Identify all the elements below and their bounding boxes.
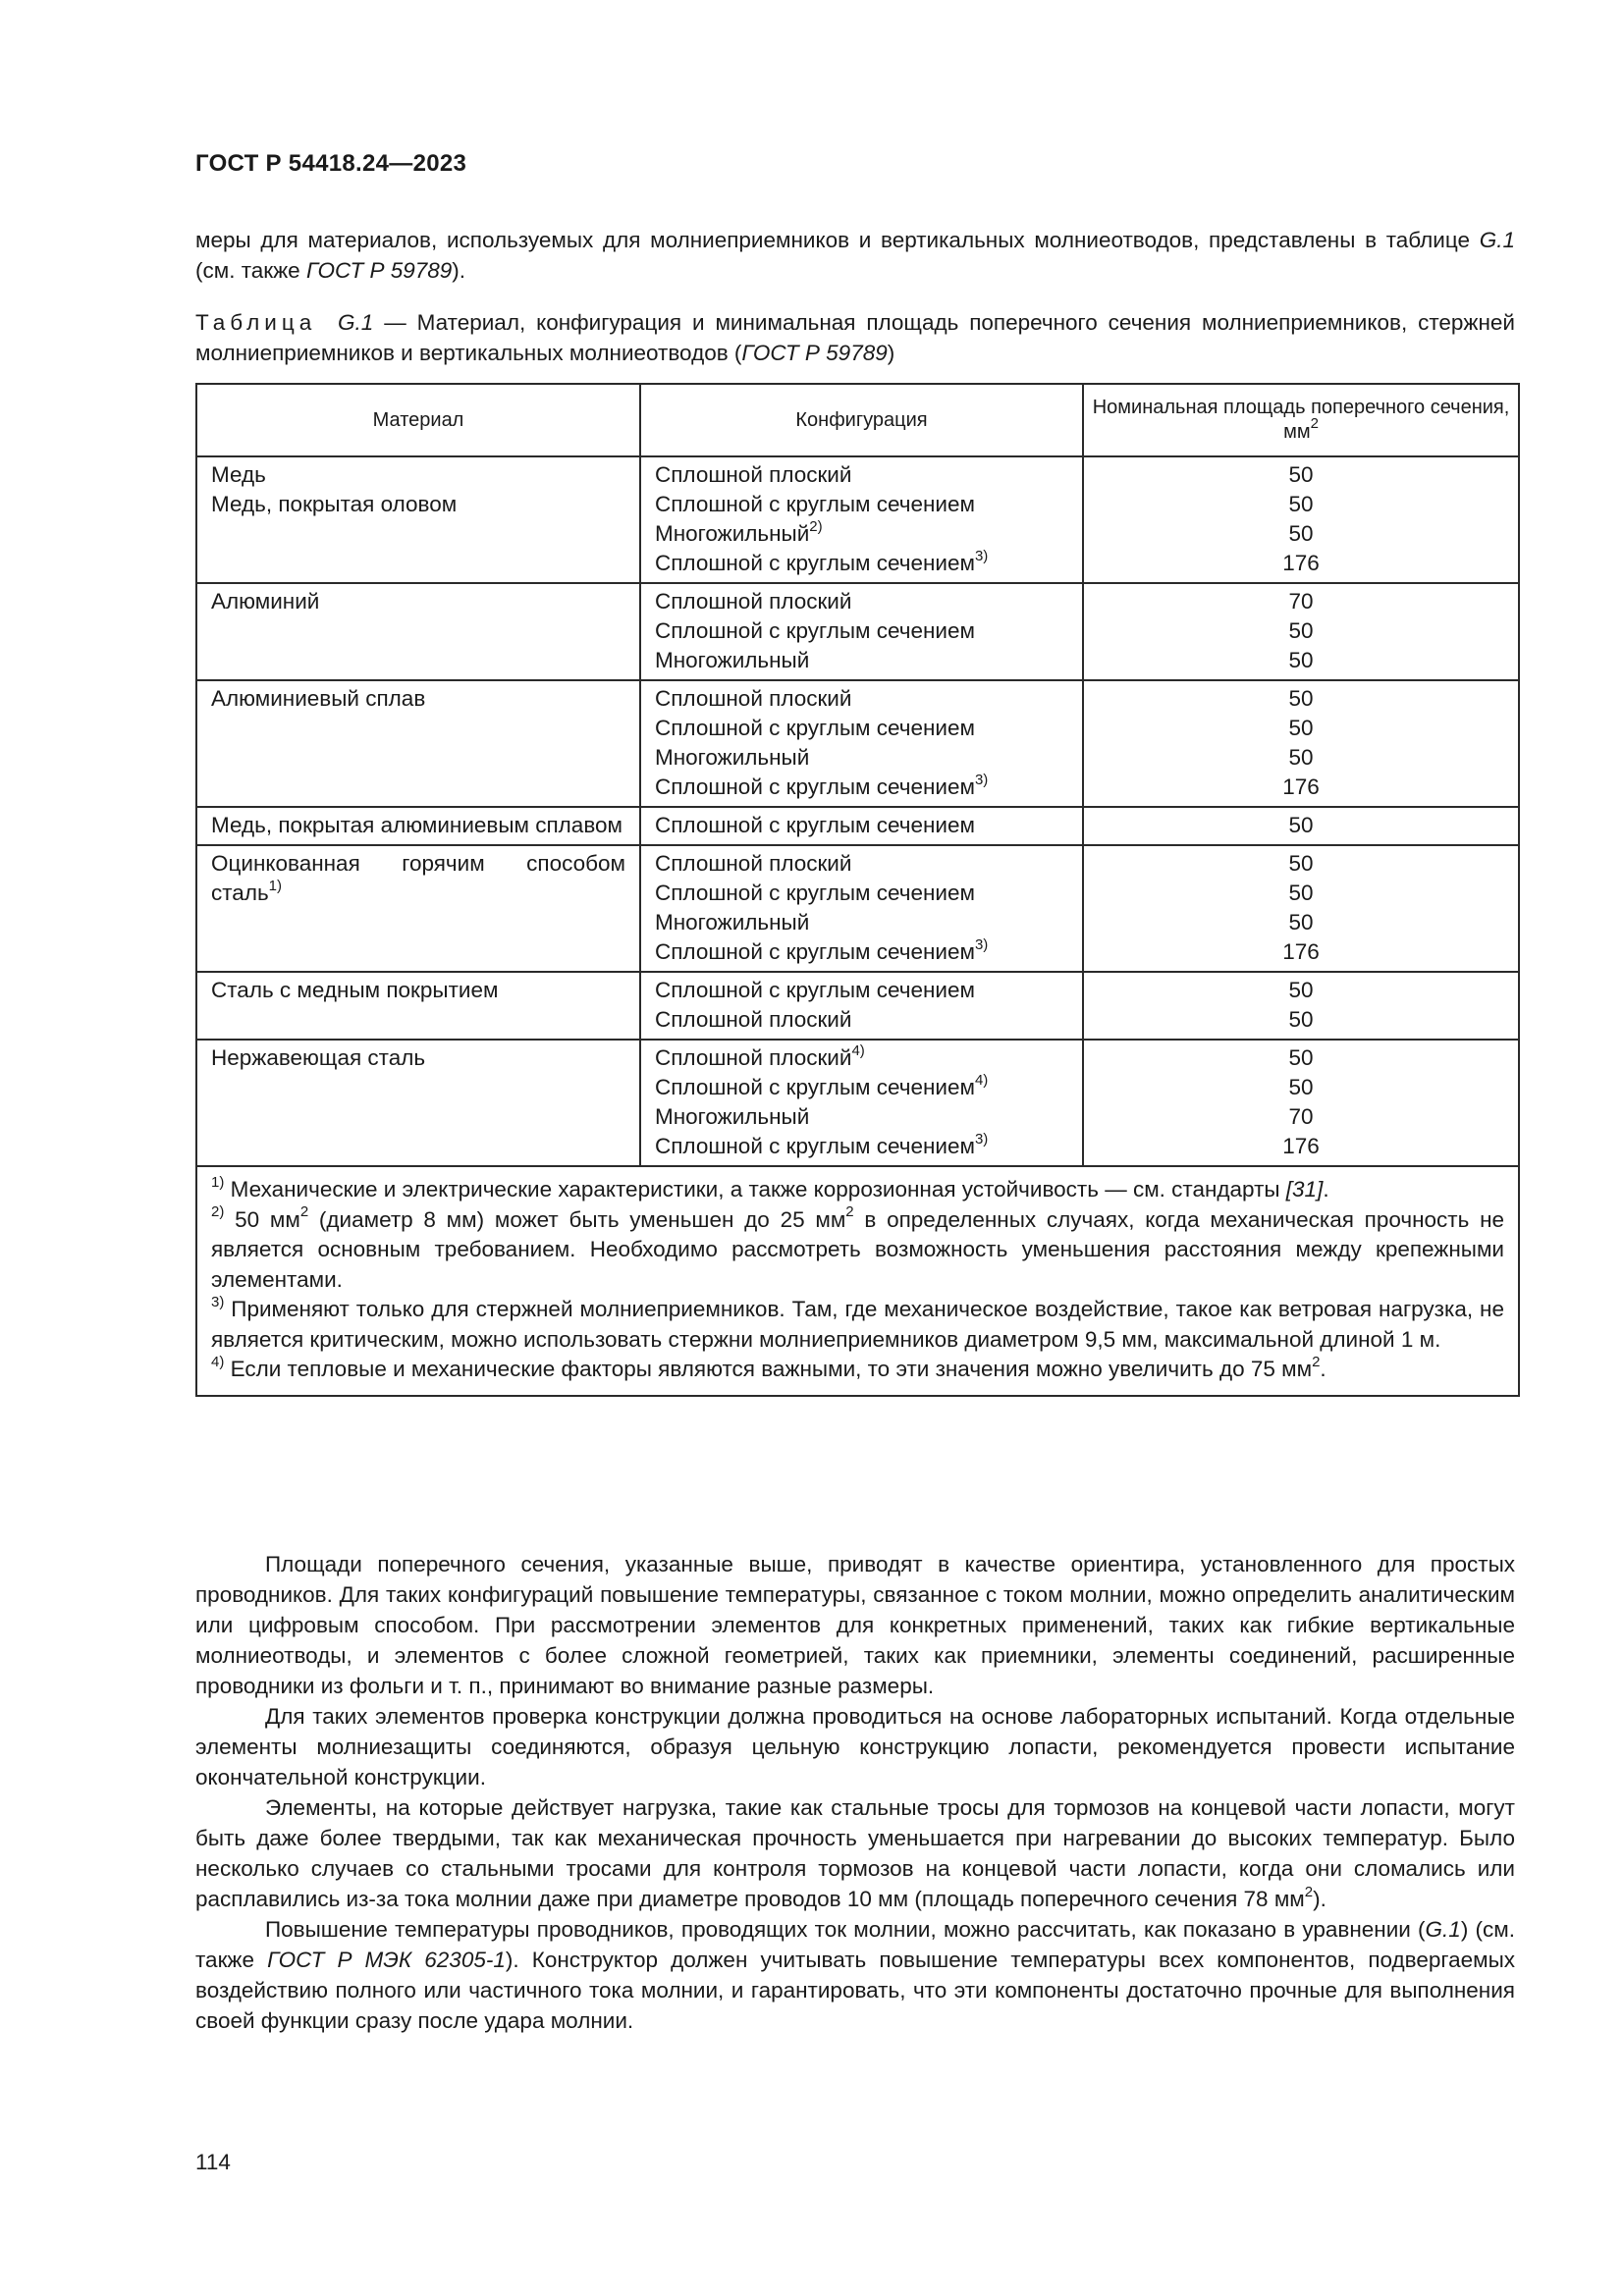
configuration-text: Многожильный [655, 648, 810, 672]
configuration-text: Многожильный [655, 1104, 810, 1129]
configuration-item [655, 773, 1068, 802]
configuration-footnote-mark: 3) [974, 771, 989, 788]
cell-configuration [640, 845, 1083, 972]
configuration-text: Многожильный [655, 745, 810, 770]
configuration-item [655, 1073, 1068, 1102]
configuration-item [655, 684, 1068, 714]
intro-text: меры для материалов, используемых для молниеприемников и вертикальных молниеотводов, представлены в таблице [195, 228, 1480, 252]
body-paragraph-2: Для таких элементов проверка конструкции должна проводиться на основе лабораторных испытаний. Когда отдельные элементы молниезащиты соединяются, образуя цельную конструкцию лопасти, рекомендуется провести испытание окончательной конструкции. [195, 1704, 1515, 1789]
table-caption [195, 307, 1515, 368]
page-number: 114 [195, 2150, 231, 2174]
configuration-footnote-mark: 3) [974, 935, 989, 953]
note-mark: 4) [211, 1353, 225, 1370]
material-name: Нержавеющая сталь [211, 1045, 426, 1070]
paragraph-tail: ). [1313, 1887, 1326, 1911]
area-value: 50 [1288, 910, 1314, 934]
note-text: Механические и электрические характеристики, а также коррозионная устойчивость — см. стандарты [224, 1177, 1286, 1201]
configuration-footnote-mark: 3) [974, 547, 989, 564]
area-value: 50 [1288, 978, 1314, 1002]
material-name: Алюминиевый сплав [211, 686, 426, 711]
cell-material [196, 680, 640, 807]
paragraph-sup: 2 [1304, 1883, 1314, 1900]
table-row [196, 807, 1519, 845]
note-text: в определенных случаях, когда механическая прочность не является основным требованием. Необходимо рассмотреть возможность уменьшения расстояния между крепежными элементами. [211, 1206, 1505, 1292]
area-value: 50 [1288, 492, 1314, 516]
configuration-item [655, 549, 1068, 578]
header-material: Материал [196, 384, 640, 456]
area-value: 50 [1288, 851, 1314, 876]
configuration-text: Сплошной плоский [655, 1007, 852, 1032]
note-tail: . [1323, 1177, 1329, 1201]
note-text: Если тепловые и механические факторы являются важными, то эти значения можно увеличить до 75 мм [224, 1357, 1313, 1381]
material-name: Сталь с медным покрытием [211, 978, 499, 1002]
cell-configuration [640, 456, 1083, 583]
header-area-sup: 2 [1310, 415, 1319, 433]
configuration-item [655, 976, 1068, 1005]
configuration-text: Сплошной с круглым сечением [655, 881, 975, 905]
cell-configuration [640, 1040, 1083, 1166]
table-label: Таблица [195, 310, 317, 335]
cell-area-values [1083, 456, 1519, 583]
area-value: 50 [1288, 1007, 1314, 1032]
note-1 [211, 1175, 1504, 1205]
caption-close: ) [887, 341, 895, 365]
note-reference: [31] [1285, 1177, 1324, 1201]
cell-area-values [1083, 972, 1519, 1040]
configuration-item [655, 519, 1068, 549]
note-sup: 2 [1312, 1353, 1321, 1370]
configuration-text: Сплошной с круглым сечением [655, 813, 975, 837]
cell-configuration [640, 972, 1083, 1040]
configuration-footnote-mark: 2) [809, 517, 823, 535]
area-value: 70 [1288, 1104, 1314, 1129]
configuration-item [655, 1043, 1068, 1073]
configuration-text: Многожильный [655, 910, 810, 934]
configuration-item [655, 490, 1068, 519]
configuration-footnote-mark: 4) [974, 1071, 989, 1089]
configuration-text: Сплошной с круглым сечением [655, 1075, 975, 1099]
header-area [1083, 384, 1519, 456]
configuration-item [655, 849, 1068, 879]
cell-area-values [1083, 680, 1519, 807]
configuration-item [655, 646, 1068, 675]
equation-reference: G.1 [1425, 1917, 1461, 1942]
table-reference: G.1 [1479, 228, 1515, 252]
material-name [211, 849, 625, 908]
note-3 [211, 1295, 1504, 1355]
note-sup: 2 [299, 1203, 309, 1220]
note-2 [211, 1205, 1504, 1296]
intro-paragraph [195, 225, 1515, 286]
caption-standard-reference: ГОСТ Р 59789 [741, 341, 888, 365]
materials-table [195, 383, 1520, 1397]
table-row [196, 456, 1519, 583]
configuration-text: Сплошной плоский [655, 589, 852, 614]
note-mark: 2) [211, 1203, 225, 1220]
material-name: Медь, покрытая оловом [211, 492, 458, 516]
configuration-item [655, 714, 1068, 743]
configuration-text: Сплошной с круглым сечением [655, 1134, 975, 1158]
cell-configuration [640, 807, 1083, 845]
area-value: 50 [1288, 462, 1314, 487]
table-row [196, 680, 1519, 807]
note-4 [211, 1355, 1504, 1385]
configuration-text: Многожильный [655, 521, 810, 546]
table-body [196, 456, 1519, 1166]
header-configuration: Конфигурация [640, 384, 1083, 456]
configuration-item [655, 937, 1068, 967]
table-row [196, 1040, 1519, 1166]
area-value: 176 [1282, 774, 1320, 799]
area-value: 50 [1288, 745, 1314, 770]
note-mark: 3) [211, 1293, 225, 1310]
area-value: 50 [1288, 716, 1314, 740]
cell-material [196, 845, 640, 972]
intro-text-middle: (см. также [195, 258, 306, 283]
configuration-item [655, 1102, 1068, 1132]
area-value: 176 [1282, 1134, 1320, 1158]
area-value: 50 [1288, 1045, 1314, 1070]
body-paragraph-4 [195, 1914, 1515, 2036]
area-value: 50 [1288, 686, 1314, 711]
note-mark: 1) [211, 1173, 225, 1191]
configuration-text: Сплошной с круглым сечением [655, 716, 975, 740]
configuration-text: Сплошной плоский [655, 462, 852, 487]
header-area-text: Номинальная площадь поперечного сечения, мм [1092, 397, 1510, 443]
configuration-footnote-mark: 4) [851, 1041, 865, 1059]
document-id-header: ГОСТ Р 54418.24—2023 [195, 150, 467, 177]
cell-area-values [1083, 845, 1519, 972]
body-paragraph-3 [195, 1792, 1515, 1914]
area-value: 70 [1288, 589, 1314, 614]
paragraph-text: Элементы, на которые действует нагрузка, такие как стальные тросы для тормозов на концевой части лопасти, могут быть даже более твердыми, так как механическая прочность уменьшается при нагревании до высоких температур. Было несколько случаев со стальными тросами для контроля тормозов на концевой части лопасти, когда они сломались или расплавились из-за тока молнии даже при диаметре проводов 10 мм (площадь поперечного сечения 78 мм [195, 1795, 1515, 1911]
configuration-item [655, 587, 1068, 616]
body-text [195, 1549, 1515, 2036]
configuration-text: Сплошной с круглым сечением [655, 774, 975, 799]
configuration-item [655, 879, 1068, 908]
table-notes-row [196, 1166, 1519, 1396]
table-notes [196, 1166, 1519, 1396]
area-value: 176 [1282, 551, 1320, 575]
configuration-footnote-mark: 3) [974, 1130, 989, 1148]
configuration-item [655, 1005, 1068, 1035]
body-paragraph-1: Площади поперечного сечения, указанные выше, приводят в качестве ориентира, установленного для простых проводников. Для таких конфигураций повышение температуры, связанное с током молнии, можно определить аналитическим или цифровым способом. При рассмотрении элементов для конкретных применений, таких как гибкие вертикальные молниеотводы, и элементов с более сложной геометрией, таких как приемники, элементы соединений, расширенные проводники из фольги и т. п., принимают во внимание разные размеры. [195, 1552, 1515, 1698]
configuration-item [655, 1132, 1068, 1161]
note-text: Применяют только для стержней молниеприемников. Там, где механическое воздействие, такое как ветровая нагрузка, не является критическим, можно использовать стержни молниеприемников диаметром 9,5 мм, максимальной длиной 1 м. [211, 1297, 1504, 1352]
table-row [196, 972, 1519, 1040]
note-sup: 2 [845, 1203, 854, 1220]
material-footnote-mark: 1) [268, 877, 283, 894]
configuration-item [655, 743, 1068, 773]
paragraph-text: Повышение температуры проводников, проводящих ток молнии, можно рассчитать, как показано в уравнении ( [265, 1917, 1426, 1942]
cell-material [196, 807, 640, 845]
table-title: — Материал, конфигурация и минимальная площадь поперечного сечения молниеприемников, стержней молниеприемников и вертикальных молниеотводов ( [195, 310, 1515, 365]
table-row [196, 583, 1519, 680]
area-value: 176 [1282, 939, 1320, 964]
configuration-item [655, 460, 1068, 490]
paragraph-text: ) (см. также [195, 1917, 1515, 1972]
area-value: 50 [1288, 521, 1314, 546]
cell-configuration [640, 583, 1083, 680]
configuration-text: Сплошной с круглым сечением [655, 939, 975, 964]
material-name: Медь [211, 462, 266, 487]
configuration-text: Сплошной плоский [655, 1045, 852, 1070]
area-value: 50 [1288, 1075, 1314, 1099]
paragraph-text: ). Конструктор должен учитывать повышение температуры всех компонентов, подвергаемых воздействию полного или частичного тока молнии, и гарантировать, что эти компоненты достаточно прочные для выполнения своей функции сразу после удара молнии. [195, 1948, 1516, 2033]
configuration-text: Сплошной плоский [655, 686, 852, 711]
configuration-text: Сплошной с круглым сечением [655, 978, 975, 1002]
area-value: 50 [1288, 881, 1314, 905]
standard-reference: ГОСТ Р МЭК 62305-1 [267, 1948, 506, 1972]
cell-area-values [1083, 807, 1519, 845]
configuration-text: Сплошной с круглым сечением [655, 492, 975, 516]
material-name: Алюминий [211, 589, 320, 614]
table-header-row [196, 384, 1519, 456]
configuration-item [655, 616, 1068, 646]
cell-material [196, 972, 640, 1040]
intro-text-end: ). [452, 258, 466, 283]
note-text: (диаметр 8 мм) может быть уменьшен до 25 мм [308, 1206, 846, 1232]
configuration-text: Сплошной с круглым сечением [655, 618, 975, 643]
configuration-text: Сплошной с круглым сечением [655, 551, 975, 575]
configuration-item [655, 811, 1068, 840]
material-name: Медь, покрытая алюминиевым сплавом [211, 813, 623, 837]
cell-configuration [640, 680, 1083, 807]
material-text: Оцинкованная горячим способом сталь [211, 851, 625, 905]
area-value: 50 [1288, 813, 1314, 837]
table-row [196, 845, 1519, 972]
area-value: 50 [1288, 648, 1314, 672]
configuration-item [655, 908, 1068, 937]
cell-area-values [1083, 583, 1519, 680]
note-tail: . [1320, 1357, 1326, 1381]
cell-material [196, 1040, 640, 1166]
area-value: 50 [1288, 618, 1314, 643]
configuration-text: Сплошной плоский [655, 851, 852, 876]
table-number: G.1 [338, 310, 374, 335]
cell-material [196, 456, 640, 583]
note-text: 50 мм [224, 1206, 300, 1232]
cell-area-values [1083, 1040, 1519, 1166]
cell-material [196, 583, 640, 680]
standard-reference: ГОСТ Р 59789 [305, 258, 453, 283]
